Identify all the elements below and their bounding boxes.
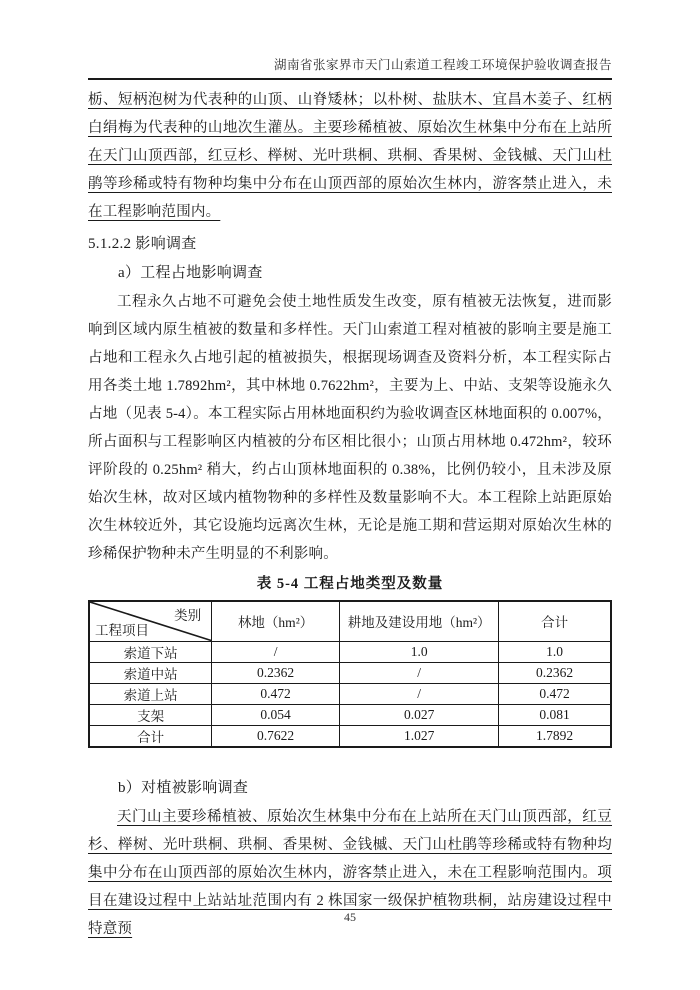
cell-value: /: [340, 683, 499, 704]
cell-value: 0.472: [499, 683, 611, 704]
cell-value: 1.7892: [499, 725, 611, 747]
cell-value: 0.472: [212, 683, 340, 704]
cell-value: 0.027: [340, 704, 499, 725]
page-number: 45: [344, 910, 356, 924]
running-header-title: 湖南省张家界市天门山索道工程竣工环境保护验收调查报告: [273, 58, 612, 72]
cell-value: /: [212, 641, 340, 662]
cell-value: 1.0: [499, 641, 611, 662]
row-label: 索道中站: [89, 662, 212, 683]
cell-value: 0.081: [499, 704, 611, 725]
table-row: [89, 662, 611, 683]
corner-label-category: 类别: [174, 608, 202, 623]
cell-value: 0.054: [212, 704, 340, 725]
table-caption: 表 5-4 工程占地类型及数量: [256, 576, 444, 592]
table-row: [89, 704, 611, 725]
running-header: [88, 57, 612, 80]
subsection-a-heading: a）工程占地影响调查: [118, 265, 263, 281]
cell-value: 1.027: [340, 725, 499, 747]
col-header-forest-land: 林地（hm²）: [212, 601, 340, 641]
table-corner-cell: [89, 601, 212, 641]
table-row-total: [89, 725, 611, 747]
table-header-row: [89, 601, 611, 641]
row-label: 索道下站: [89, 641, 212, 662]
table-row: [89, 683, 611, 704]
corner-label-project-item: 工程项目: [95, 622, 149, 638]
paragraph-continuation: 栃、短柄泡树为代表种的山顶、山脊矮林；以朴树、盐肤木、宜昌木姜子、红柄白绢梅为代表种的山地次生灌丛。主要珍稀植被、原始次生林集中分布在上站所在天门山顶西部，红豆杉、榉树、光叶珙桐、珙桐、香果树、金钱槭、天门山杜鹃等珍稀或特有物种均集中分布在山顶西部的原始次生林内，游客禁止进入，未在工程影响范围内。: [88, 92, 612, 220]
table-row: [89, 641, 611, 662]
land-occupancy-table: [88, 600, 612, 748]
row-label: 合计: [89, 725, 212, 747]
cell-value: 0.2362: [212, 662, 340, 683]
cell-value: 0.7622: [212, 725, 340, 747]
col-header-farm-construction-land: 耕地及建设用地（hm²）: [340, 601, 499, 641]
subsection-b-heading: b）对植被影响调查: [118, 779, 249, 796]
cell-value: 1.0: [340, 641, 499, 662]
section-heading-5-1-2-2: 5.1.2.2 影响调查: [88, 236, 197, 252]
cell-value: /: [340, 662, 499, 683]
paragraph-a: 工程永久占地不可避免会使土地性质发生改变，原有植被无法恢复，进而影响到区域内原生植被的数量和多样性。天门山索道工程对植被的影响主要是施工占地和工程永久占地引起的植被损失，根据现场调查及资料分析，本工程实际占用各类土地 1.7892hm²，其中林地 0.7622hm²，主要为上、中站、支架等设施永久占地（见表 5-4）。本工程实际占用林地面积约为验收调查区林地面积的 0.007%，所占面积与工程影响区内植被的分布区相比很小；山顶占用林地 0.472hm²，较环评阶段的 0.25hm² 稍大，约占山顶林地面积的 0.38%，比例仍较小，且未涉及原始次生林，故对区域内植物物种的多样性及数量影响不大。本工程除上站距原始次生林较近外，其它设施均远离次生林，无论是施工期和营运期对原始次生林的珍稀保护物种未产生明显的不利影响。: [88, 294, 612, 562]
row-label: 支架: [89, 704, 212, 725]
cell-value: 0.2362: [499, 662, 611, 683]
col-header-total: 合计: [499, 601, 611, 641]
paragraph-b: 天门山主要珍稀植被、原始次生林集中分布在上站所在天门山顶西部，红豆杉、榉树、光叶珙桐、珙桐、香果树、金钱槭、天门山杜鹃等珍稀或特有物种均集中分布在山顶西部的原始次生林内，游客禁止进入，未在工程影响范围内。项目在建设过程中上站站址范围内有 2 株国家一级保护植物珙桐，站房建设过程中特意预: [88, 808, 612, 937]
row-label: 索道上站: [89, 683, 212, 704]
